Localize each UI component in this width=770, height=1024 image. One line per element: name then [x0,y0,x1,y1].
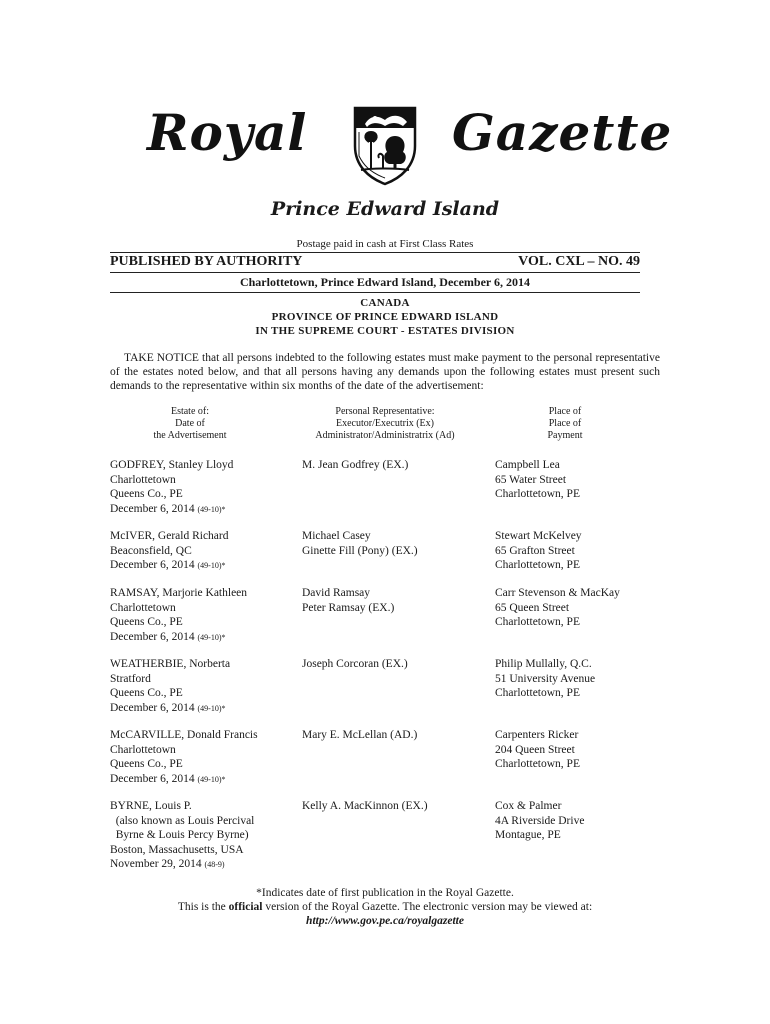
representative-line: Joseph Corcoran (EX.) [302,658,408,670]
representative-line: Mary E. McLellan (AD.) [302,729,418,741]
payment-line: Cox & Palmer [495,800,562,812]
column-header-line: Place of [548,406,582,417]
payment-line: Charlottetown, PE [495,559,580,571]
middle-rule [110,272,640,273]
column-header-line: Date of [175,418,205,429]
payment-line: 204 Queen Street [495,743,575,756]
dateline: Charlottetown, Prince Edward Island, December 6, 2014 [239,275,531,289]
estate-date-line [110,502,295,518]
representative-line: Ginette Fill (Pony) (EX.) [302,544,418,557]
heading-court: IN THE SUPREME COURT - ESTATES DIVISION [255,325,515,337]
footer-official-note [0,900,770,914]
payment-line: 65 Grafton Street [495,544,575,557]
notice-text: TAKE NOTICE that all persons indebted to the following estates must make payment to the personal representative of the estates noted below, and that all persons having any demands upon the following estates must present such demands to the representative within six months of the date of the advertisement: [110,352,660,392]
payment-line: Montague, PE [495,829,561,841]
column-header-line: Personal Representative: [335,406,435,417]
payment-block [495,799,655,843]
estate-date: December 6, 2014 [110,502,195,515]
payment-line: Philip Mullally, Q.C. [495,658,592,670]
payment-line: Charlottetown, PE [495,488,580,500]
estate-date: November 29, 2014 [110,858,202,870]
payment-line: Campbell Lea [495,459,560,471]
estate-line: Stratford [110,672,151,685]
column-header-line: Administrator/Administratrix (Ad) [315,430,455,441]
estate-line: WEATHERBIE, Norberta [110,658,231,670]
estate-line: Queens Co., PE [110,488,183,500]
estate-name-block [110,728,295,787]
footer [0,886,770,928]
payment-line: 65 Queen Street [495,601,570,614]
footer-official-pre: This is the [177,901,229,913]
payment-block [495,529,655,573]
payment-line: Charlottetown, PE [495,758,580,770]
representative-line: M. Jean Godfrey (EX.) [302,459,409,471]
heading-province: PROVINCE OF PRINCE EDWARD ISLAND [271,311,499,323]
estate-line: RAMSAY, Marjorie Kathleen [110,587,248,599]
column-header-line: Payment [547,430,583,441]
column-header-line: Executor/Executrix (Ex) [335,418,434,429]
payment-line: 51 University Avenue [495,672,596,685]
estate-date-line [110,558,295,574]
footer-official-word: official [228,901,263,913]
top-rule [110,252,640,253]
payment-line: Carr Stevenson & MacKay [495,587,620,599]
estate-line: Queens Co., PE [110,687,183,699]
estate-line: Charlottetown [110,743,176,756]
estate-line: Charlottetown [110,473,176,486]
estate-date: December 6, 2014 [110,559,195,571]
representative-line: Michael Casey [302,530,371,542]
estate-line: Queens Co., PE [110,616,183,628]
column-header-line: Estate of: [170,406,210,417]
representative-block [302,657,492,672]
estate-line: McIVER, Gerald Richard [110,530,229,542]
notice-body [110,351,660,393]
payment-line: Charlottetown, PE [495,616,580,628]
estate-line: Byrne & Louis Percy Byrne) [110,829,249,841]
column-header-estate [140,406,240,442]
estate-date: December 6, 2014 [110,772,195,785]
representative-line: David Ramsay [302,587,371,599]
column-header-representative [290,406,480,442]
payment-block [495,728,655,772]
estate-date-line [110,857,295,873]
estate-ref: (49-10)* [197,504,226,514]
coat-of-arms-icon [349,102,421,186]
representative-line: Peter Ramsay (EX.) [302,601,395,614]
representative-block [302,458,492,473]
published-by-authority: PUBLISHED BY AUTHORITY [110,254,303,269]
representative-block [302,799,492,814]
representative-block [302,586,492,615]
estate-date: December 6, 2014 [110,630,195,643]
representative-line: Kelly A. MacKinnon (EX.) [302,800,428,812]
column-header-line: Place of [548,418,582,429]
estate-line: GODFREY, Stanley Lloyd [110,459,234,471]
estate-ref: (49-10)* [197,632,226,642]
estate-ref: (48-9) [204,860,225,869]
payment-line: 65 Water Street [495,473,567,486]
postage-note: Postage paid in cash at First Class Rates [296,238,474,250]
payment-line: Charlottetown, PE [495,687,580,699]
estate-date-line [110,701,295,717]
payment-block [495,586,655,630]
gazette-url-link[interactable]: http://www.gov.pe.ca/royalgazette [306,915,464,927]
payment-line: Stewart McKelvey [495,530,582,542]
estate-ref: (49-10)* [197,703,226,713]
column-header-line: the Advertisement [153,430,227,441]
masthead-title-right: Gazette [452,103,673,162]
representative-block [302,529,492,558]
payment-block [495,458,655,502]
estate-line: Queens Co., PE [110,758,183,770]
publication-line [110,254,640,272]
volume-number: VOL. CXL – NO. 49 [518,254,640,269]
estate-date: December 6, 2014 [110,701,195,714]
estate-line: Boston, Massachusetts, USA [110,843,244,856]
estate-name-block [110,799,295,873]
masthead-subtitle: Prince Edward Island [270,198,500,220]
estate-line: BYRNE, Louis P. [110,800,192,812]
footer-official-post: version of the Royal Gazette. The electronic version may be viewed at: [262,901,593,913]
heading-canada: CANADA [360,297,410,309]
payment-line: Carpenters Ricker [495,729,579,741]
estate-line: Beaconsfield, QC [110,544,192,557]
estate-date-line [110,772,295,788]
masthead [0,98,770,184]
column-header-payment [520,406,610,442]
payment-block [495,657,655,701]
estate-name-block [110,657,295,716]
payment-line: 4A Riverside Drive [495,814,585,827]
estate-line: (also known as Louis Percival [110,814,255,827]
estate-name-block [110,458,295,517]
masthead-title-left: Royal [147,103,308,162]
estate-name-block [110,586,295,645]
estate-line: Charlottetown [110,601,176,614]
bottom-rule [110,292,640,293]
representative-block [302,728,492,743]
estate-line: McCARVILLE, Donald Francis [110,729,258,741]
estate-name-block [110,529,295,574]
footer-asterisk-note: *Indicates date of first publication in the Royal Gazette. [256,887,514,899]
estate-ref: (49-10)* [197,561,226,570]
estate-date-line [110,630,295,646]
estate-ref: (49-10)* [197,774,226,784]
